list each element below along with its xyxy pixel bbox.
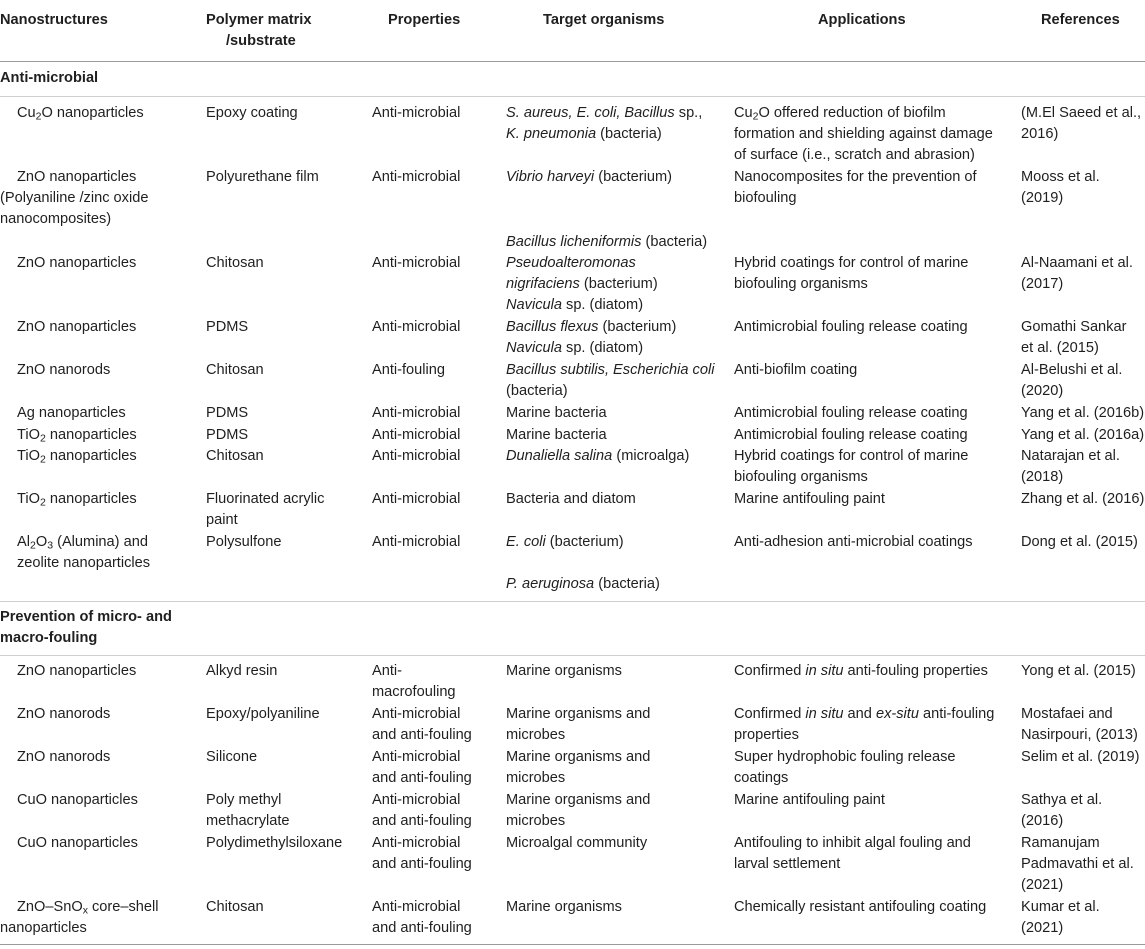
polymer-cell: Polydimethylsiloxane (206, 835, 343, 851)
nano-cell: ZnO nanorods (17, 362, 111, 378)
property-cell: and anti-fouling (372, 727, 472, 743)
target-cell: Marine organisms and (506, 792, 651, 808)
polymer-cell: Alkyd resin (206, 663, 278, 679)
property-cell: Anti- (372, 663, 403, 679)
polymer-cell: Epoxy coating (206, 105, 298, 121)
application-cell: Hybrid coatings for control of marine (734, 448, 969, 464)
application-cell: biofouling (734, 190, 797, 206)
target-cell: microbes (506, 727, 566, 743)
reference-cell: (2020) (1021, 383, 1064, 399)
application-cell: Antimicrobial fouling release coating (734, 405, 968, 421)
property-cell: Anti-microbial (372, 835, 461, 851)
target-cell: Navicula sp. (diatom) (506, 297, 644, 313)
target-cell: Marine bacteria (506, 427, 607, 443)
property-cell: Anti-microbial (372, 792, 461, 808)
property-cell: Anti-microbial (372, 448, 461, 464)
target-cell: Bacillus flexus (bacterium) (506, 319, 677, 335)
polymer-cell: Polysulfone (206, 534, 282, 550)
property-cell: Anti-microbial (372, 534, 461, 550)
application-cell: Super hydrophobic fouling release (734, 749, 956, 765)
nano-cell: (Polyaniline /zinc oxide (0, 190, 149, 206)
reference-cell: (2016) (1021, 813, 1064, 829)
polymer-cell: Chitosan (206, 255, 264, 271)
application-cell: biofouling organisms (734, 276, 868, 292)
reference-cell: Yang et al. (2016a) (1021, 427, 1145, 443)
reference-cell: Ramanujam (1021, 835, 1100, 851)
application-cell: properties (734, 727, 799, 743)
application-cell: biofouling organisms (734, 469, 868, 485)
target-cell: Bacillus licheniformis (bacteria) (506, 234, 708, 250)
reference-cell: Padmavathi et al. (1021, 856, 1134, 872)
target-cell: S. aureus, E. coli, Bacillus sp., (506, 105, 703, 121)
reference-cell: (2019) (1021, 190, 1064, 206)
property-cell: Anti-microbial (372, 749, 461, 765)
property-cell: Anti-microbial (372, 169, 461, 185)
polymer-cell: Poly methyl (206, 792, 282, 808)
polymer-cell: Silicone (206, 749, 258, 765)
application-cell: Confirmed in situ and ex-situ anti-fouling (734, 706, 995, 722)
nano-cell: ZnO nanorods (17, 749, 111, 765)
nano-cell: ZnO–SnO$_x$ core–shell (17, 899, 159, 917)
property-cell: Anti-microbial (372, 899, 461, 915)
reference-cell: et al. (2015) (1021, 340, 1099, 356)
header-target-organisms: Target organisms (543, 12, 665, 28)
reference-cell: 2016) (1021, 126, 1059, 142)
property-cell: Anti-microbial (372, 706, 461, 722)
application-cell: Anti-biofilm coating (734, 362, 858, 378)
property-cell: macrofouling (372, 684, 456, 700)
property-cell: Anti-fouling (372, 362, 446, 378)
property-cell: Anti-microbial (372, 255, 461, 271)
application-cell: larval settlement (734, 856, 841, 872)
nano-cell: TiO$_2$ nanoparticles (17, 427, 137, 445)
reference-cell: Sathya et al. (1021, 792, 1103, 808)
reference-cell: (2017) (1021, 276, 1064, 292)
nano-cell: TiO$_2$ nanoparticles (17, 491, 137, 509)
application-cell: formation and shielding against damage (734, 126, 993, 142)
target-cell: Microalgal community (506, 835, 648, 851)
header-polymer-line1: Polymer matrix (206, 12, 312, 28)
property-cell: and anti-fouling (372, 920, 472, 936)
nano-cell: nanoparticles (0, 920, 87, 936)
reference-cell: (M.El Saeed et al., (1021, 105, 1142, 121)
reference-cell: Gomathi Sankar (1021, 319, 1127, 335)
target-cell: Bacteria and diatom (506, 491, 636, 507)
nano-cell: nanocomposites) (0, 211, 112, 227)
table-bottom-rule (0, 944, 1145, 945)
reference-cell: Yong et al. (2015) (1021, 663, 1136, 679)
target-cell: Pseudoalteromonas (506, 255, 636, 271)
section-rule (0, 96, 1145, 97)
reference-cell: Natarajan et al. (1021, 448, 1120, 464)
application-cell: Nanocomposites for the prevention of (734, 169, 977, 185)
reference-cell: Mooss et al. (1021, 169, 1100, 185)
header-applications: Applications (818, 12, 906, 28)
nano-cell: ZnO nanoparticles (17, 663, 137, 679)
application-cell: Anti-adhesion anti-microbial coatings (734, 534, 973, 550)
property-cell: Anti-microbial (372, 105, 461, 121)
target-cell: (bacteria) (506, 383, 568, 399)
section-rule (0, 655, 1145, 656)
reference-cell: Al-Belushi et al. (1021, 362, 1123, 378)
nano-cell: ZnO nanorods (17, 706, 111, 722)
reference-cell: Al-Naamani et al. (1021, 255, 1133, 271)
section-rule (0, 601, 1145, 602)
reference-cell: Dong et al. (2015) (1021, 534, 1138, 550)
target-cell: Marine organisms and (506, 749, 651, 765)
application-cell: Antimicrobial fouling release coating (734, 319, 968, 335)
polymer-cell: methacrylate (206, 813, 290, 829)
header-rule (0, 61, 1145, 62)
nano-cell: ZnO nanoparticles (17, 319, 137, 335)
polymer-cell: Chitosan (206, 899, 264, 915)
target-cell: E. coli (bacterium) (506, 534, 624, 550)
header-nanostructures: Nanostructures (0, 12, 108, 28)
target-cell: Marine organisms (506, 899, 622, 915)
reference-cell: Nasirpouri, (2013) (1021, 727, 1138, 743)
property-cell: and anti-fouling (372, 856, 472, 872)
application-cell: of surface (i.e., scratch and abrasion) (734, 147, 975, 163)
application-cell: $Cu_2O$ offered reduction of biofilm (734, 105, 946, 123)
reference-cell: (2021) (1021, 877, 1064, 893)
target-cell: microbes (506, 813, 566, 829)
target-cell: Marine bacteria (506, 405, 607, 421)
property-cell: Anti-microbial (372, 427, 461, 443)
polymer-cell: Chitosan (206, 448, 264, 464)
nano-cell: zeolite nanoparticles (17, 555, 151, 571)
property-cell: Anti-microbial (372, 405, 461, 421)
nano-cell: ZnO nanoparticles (17, 255, 137, 271)
header-polymer-line2: /substrate (226, 33, 296, 49)
polymer-cell: PDMS (206, 405, 249, 421)
target-cell: K. pneumonia (bacteria) (506, 126, 662, 142)
polymer-cell: Epoxy/polyaniline (206, 706, 320, 722)
nano-cell: $Al_2O_3$ (Alumina) and (17, 534, 148, 552)
application-cell: Hybrid coatings for control of marine (734, 255, 969, 271)
target-cell: Marine organisms (506, 663, 622, 679)
reference-cell: Zhang et al. (2016) (1021, 491, 1145, 507)
application-cell: Antimicrobial fouling release coating (734, 427, 968, 443)
property-cell: Anti-microbial (372, 319, 461, 335)
nano-cell: CuO nanoparticles (17, 792, 138, 808)
nano-cell: TiO$_2$ nanoparticles (17, 448, 137, 466)
application-cell: Marine antifouling paint (734, 792, 885, 808)
nano-cell: $Cu_2O$ nanoparticles (17, 105, 144, 123)
application-cell: Antifouling to inhibit algal fouling and (734, 835, 971, 851)
polymer-cell: paint (206, 512, 238, 528)
nano-cell: CuO nanoparticles (17, 835, 138, 851)
nano-cell: ZnO nanoparticles (17, 169, 137, 185)
reference-cell: Kumar et al. (1021, 899, 1100, 915)
target-cell: Vibrio harveyi (bacterium) (506, 169, 673, 185)
section-title-antimicrobial: Anti-microbial (0, 70, 99, 86)
target-cell: microbes (506, 770, 566, 786)
target-cell: nigrifaciens (bacterium) (506, 276, 658, 292)
application-cell: Confirmed in situ anti-fouling properties (734, 663, 988, 679)
reference-cell: Yang et al. (2016b) (1021, 405, 1145, 421)
reference-cell: Mostafaei and (1021, 706, 1113, 722)
target-cell: Dunaliella salina (microalga) (506, 448, 690, 464)
polymer-cell: PDMS (206, 427, 249, 443)
polymer-cell: PDMS (206, 319, 249, 335)
application-cell: coatings (734, 770, 789, 786)
polymer-cell: Chitosan (206, 362, 264, 378)
polymer-cell: Polyurethane film (206, 169, 319, 185)
target-cell: P. aeruginosa (bacteria) (506, 576, 660, 592)
reference-cell: Selim et al. (2019) (1021, 749, 1140, 765)
reference-cell: (2018) (1021, 469, 1064, 485)
property-cell: and anti-fouling (372, 770, 472, 786)
application-cell: Marine antifouling paint (734, 491, 885, 507)
property-cell: and anti-fouling (372, 813, 472, 829)
property-cell: Anti-microbial (372, 491, 461, 507)
header-properties: Properties (388, 12, 461, 28)
section-title-prevention-line1: Prevention of micro- and (0, 609, 172, 625)
nano-cell: Ag nanoparticles (17, 405, 126, 421)
target-cell: Marine organisms and (506, 706, 651, 722)
header-references: References (1041, 12, 1120, 28)
section-title-prevention-line2: macro-fouling (0, 630, 98, 646)
polymer-cell: Fluorinated acrylic (206, 491, 325, 507)
target-cell: Bacillus subtilis, Escherichia coli (506, 362, 715, 378)
reference-cell: (2021) (1021, 920, 1064, 936)
target-cell: Navicula sp. (diatom) (506, 340, 644, 356)
application-cell: Chemically resistant antifouling coating (734, 899, 987, 915)
